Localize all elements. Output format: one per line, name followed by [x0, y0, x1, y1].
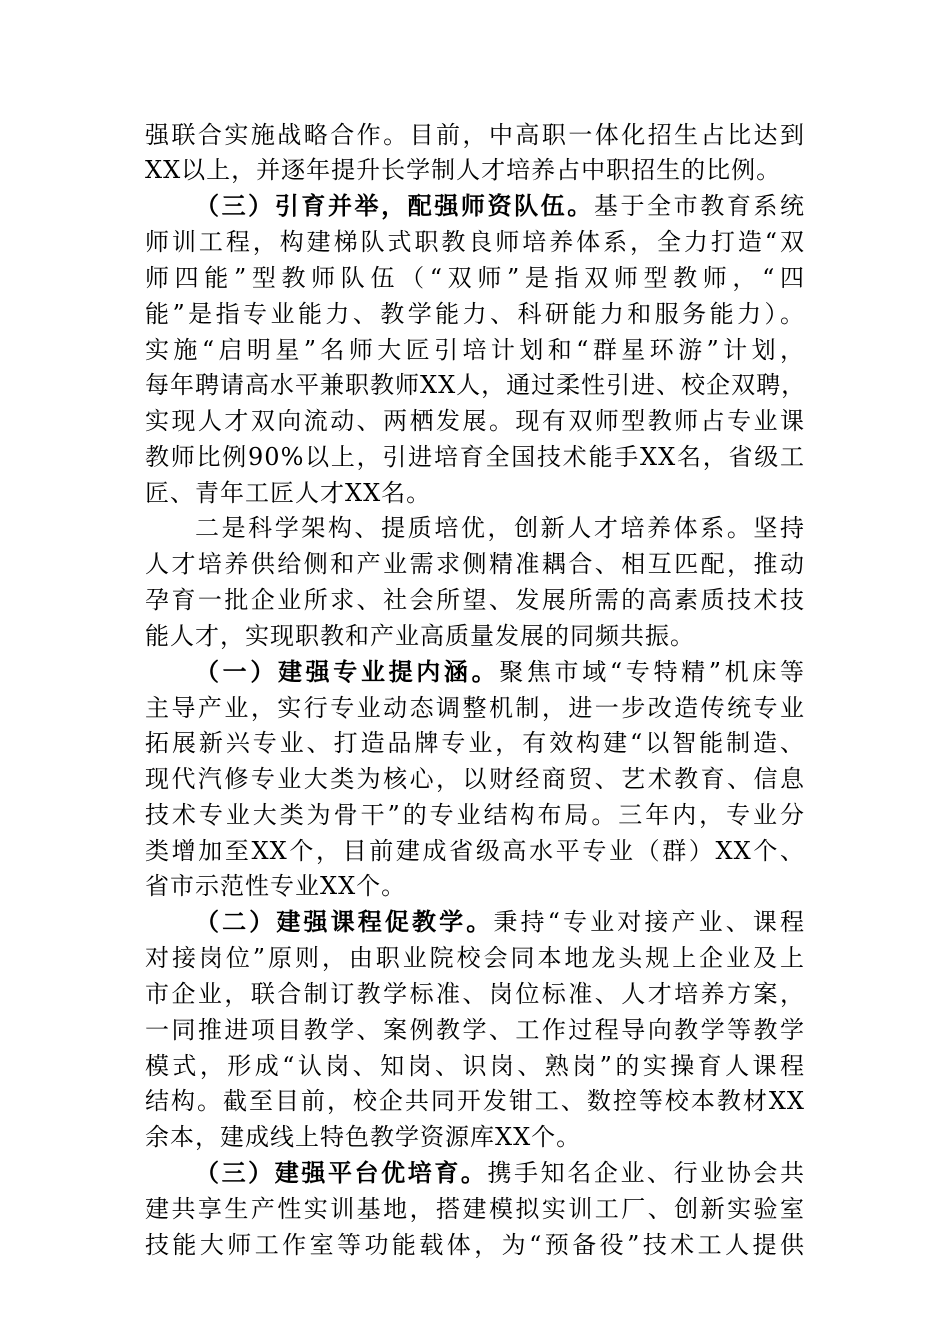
text-line: 结构。截至目前，校企共同开发钳工、数控等校本教材XX: [145, 1087, 805, 1115]
text-line: 二是科学架构、提质培优，创新人才培养体系。坚持: [195, 514, 805, 542]
text-line: 教师比例90%以上，引进培育全国技术能手XX名，省级工: [145, 443, 805, 471]
paragraph-heading-line: [195, 1155, 805, 1191]
text-run: 基于全市教育系统: [593, 192, 806, 220]
text-line: 主导产业，实行专业动态调整机制，进一步改造传统专业: [145, 694, 805, 722]
text-line: XX以上，并逐年提升长学制人才培养占中职招生的比例。: [145, 156, 782, 184]
text-run: 聚焦市域“专特精”机床等: [499, 658, 805, 686]
text-line: 匠、青年工匠人才XX名。: [145, 479, 432, 507]
paragraph-heading-line: [195, 904, 805, 940]
paragraph-heading-line: [195, 654, 805, 690]
text-line: 每年聘请高水平兼职教师XX人，通过柔性引进、校企双聘，: [145, 371, 807, 399]
text-line: 余本，建成线上特色教学资源库XX个。: [145, 1123, 582, 1151]
text-run: 秉持“专业对接产业、课程: [493, 908, 805, 936]
paragraph-heading: （三）引育并举，配强师资队伍。: [195, 191, 594, 220]
text-line: 拓展新兴专业、打造品牌专业，有效构建“以智能制造、: [145, 729, 805, 757]
text-line: 现代汽修专业大类为核心，以财经商贸、艺术教育、信息: [145, 765, 805, 793]
text-line: 实现人才双向流动、两栖发展。现有双师型教师占专业课: [145, 407, 805, 435]
paragraph-heading-line: [195, 188, 805, 224]
text-line: 人才培养供给侧和产业需求侧精准耦合、相互匹配，推动: [145, 550, 805, 578]
text-line: 师四能”型教师队伍（“双师”是指双师型教师，“四: [145, 264, 805, 292]
paragraph-heading: （一）建强专业提内涵。: [195, 657, 500, 686]
text-line: 对接岗位”原则，由职业院校会同本地龙头规上企业及上: [145, 944, 805, 972]
text-line: 技能大师工作室等功能载体，为“预备役”技术工人提供: [145, 1231, 805, 1259]
text-line: 实施“启明星”名师大匠引培计划和“群星环游”计划，: [145, 336, 805, 364]
paragraph-heading: （三）建强平台优培育。: [195, 1158, 488, 1187]
text-line: 师训工程，构建梯队式职教良师培养体系，全力打造“双: [145, 228, 805, 256]
text-line: 省市示范性专业XX个。: [145, 872, 407, 900]
text-line: 强联合实施战略合作。目前，中高职一体化招生占比达到: [145, 121, 805, 149]
text-line: 能人才，实现职教和产业高质量发展的同频共振。: [145, 622, 695, 650]
text-line: 技术专业大类为骨干”的专业结构布局。三年内，专业分: [145, 801, 805, 829]
text-line: 孕育一批企业所求、社会所望、发展所需的高素质技术技: [145, 586, 805, 614]
text-line: 一同推进项目教学、案例教学、工作过程导向教学等教学: [145, 1016, 805, 1044]
text-line: 能”是指专业能力、教学能力、科研能力和服务能力）。: [145, 300, 805, 328]
text-line: 市企业，联合制订教学标准、岗位标准、人才培养方案，: [145, 980, 805, 1008]
text-line: 建共享生产性实训基地，搭建模拟实训工厂、创新实验室: [145, 1195, 805, 1223]
paragraph-heading: （二）建强课程促教学。: [195, 907, 494, 936]
text-line: 类增加至XX个，目前建成省级高水平专业（群）XX个、: [145, 837, 805, 865]
text-run: 携手知名企业、行业协会共: [487, 1159, 805, 1187]
text-line: 模式，形成“认岗、知岗、识岗、熟岗”的实操育人课程: [145, 1052, 805, 1080]
